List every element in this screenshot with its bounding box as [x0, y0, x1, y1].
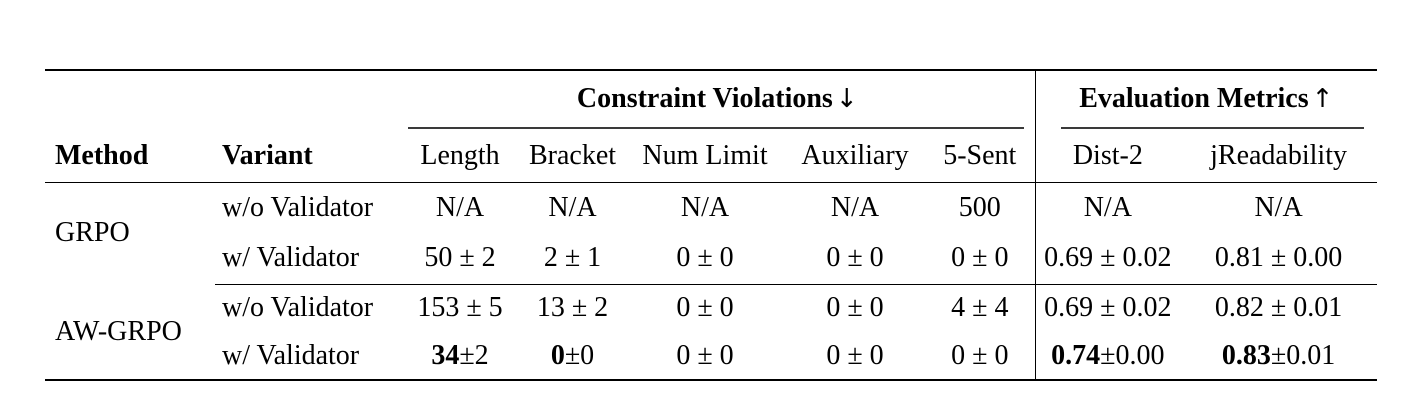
cell-value-bold: 34	[431, 339, 460, 371]
cell-value: 500	[958, 191, 1001, 223]
table-cell	[400, 233, 520, 284]
table-cell	[1180, 182, 1377, 233]
table-cell	[625, 182, 785, 233]
cell-value: N/A	[830, 191, 880, 223]
table-cell	[925, 233, 1035, 284]
cell-value: N/A	[680, 191, 730, 223]
table-cell	[400, 332, 520, 380]
cell-value: 0 ± 0	[826, 242, 884, 274]
cell-value: 0 ± 0	[676, 339, 734, 371]
cell-value: ±0.00	[1100, 339, 1165, 371]
variant-cell: w/ Validator	[215, 233, 400, 284]
cell-value-bold: 0	[550, 339, 565, 371]
cell-value: N/A	[1083, 191, 1132, 223]
table-cell	[625, 284, 785, 332]
table-cell	[625, 332, 785, 380]
constraint-violations-rule	[408, 127, 1024, 128]
column-header-method: Method	[45, 130, 215, 182]
evaluation-metrics-rule	[1061, 127, 1365, 128]
column-header-variant: Variant	[215, 130, 400, 182]
table-row-aw-grpo-wo-validator	[45, 284, 1377, 332]
table-cell	[520, 182, 625, 233]
cell-value: 0 ± 0	[676, 292, 734, 324]
table-cell	[400, 284, 520, 332]
group-header-evaluation-metrics	[1035, 70, 1377, 126]
table-cell	[520, 284, 625, 332]
table-cell	[1035, 284, 1180, 332]
table-cell	[785, 332, 925, 380]
table-cell	[785, 182, 925, 233]
column-header-5-sent: 5-Sent	[925, 130, 1035, 182]
cell-value: 0 ± 0	[826, 292, 884, 324]
constraint-violations-label: Constraint Violations	[576, 82, 833, 114]
cell-value: ±0	[564, 339, 595, 371]
column-header-jreadability: jReadability	[1180, 130, 1377, 182]
cell-value: N/A	[1254, 191, 1303, 223]
table-row-grpo-w-validator	[45, 233, 1377, 284]
cell-value: 0.81 ± 0.00	[1214, 242, 1343, 274]
variant-cell: w/o Validator	[222, 191, 374, 223]
method-cell-aw-grpo: AW-GRPO	[55, 315, 182, 347]
cell-value: ±2	[459, 339, 489, 371]
cell-value: 0 ± 0	[951, 339, 1009, 371]
table-cell	[520, 233, 625, 284]
table-row-aw-grpo-w-validator	[45, 332, 1377, 380]
table-cell	[785, 233, 925, 284]
group-header-row	[45, 70, 1377, 126]
table-cell	[785, 284, 925, 332]
cell-value: N/A	[435, 191, 485, 223]
table-cell	[1035, 332, 1180, 380]
cell-value: 0 ± 0	[826, 339, 884, 371]
table-cell	[400, 182, 520, 233]
cell-value: 50 ± 2	[424, 242, 496, 274]
table-cell	[1180, 284, 1377, 332]
evaluation-metrics-label: Evaluation Metrics	[1079, 82, 1309, 114]
cell-value-bold: 0.74	[1051, 339, 1101, 371]
table-cell	[1035, 182, 1180, 233]
variant-cell: w/ Validator	[222, 339, 360, 371]
cell-value: ±0.01	[1270, 339, 1336, 371]
table-cell	[520, 332, 625, 380]
column-header-auxiliary: Auxiliary	[785, 130, 925, 182]
table-cell	[1035, 233, 1180, 284]
cell-value: 2 ± 1	[543, 242, 602, 274]
cell-value: 4 ± 4	[951, 292, 1009, 324]
cell-value: 0.69 ± 0.02	[1044, 292, 1172, 324]
cell-value: 0 ± 0	[951, 242, 1009, 274]
column-header-row	[45, 130, 1377, 182]
cell-value: 0.69 ± 0.02	[1044, 242, 1172, 274]
column-header-bracket: Bracket	[520, 130, 625, 182]
group-header-spacer	[45, 70, 400, 126]
cell-value-bold: 0.83	[1221, 339, 1271, 371]
cell-value: 153 ± 5	[417, 292, 503, 324]
cell-value: 13 ± 2	[536, 292, 609, 324]
table-cell	[925, 332, 1035, 380]
table-cell	[1180, 233, 1377, 284]
table-cell	[925, 182, 1035, 233]
column-header-length: Length	[400, 130, 520, 182]
table-cell	[925, 284, 1035, 332]
results-table	[45, 69, 1377, 381]
table-cell	[625, 233, 785, 284]
cell-value: 0.82 ± 0.01	[1214, 292, 1343, 324]
table-row-grpo-wo-validator	[45, 182, 1377, 233]
table-cell	[1180, 332, 1377, 380]
cell-value: 0 ± 0	[676, 242, 734, 274]
results-table-container	[45, 69, 1377, 381]
column-header-num-limit: Num Limit	[625, 130, 785, 182]
up-arrow-icon: ↑	[1311, 83, 1334, 114]
cell-value: N/A	[548, 191, 597, 223]
down-arrow-icon: ↓	[835, 83, 858, 114]
variant-cell: w/o Validator	[222, 292, 374, 324]
column-header-dist-2: Dist-2	[1035, 130, 1180, 182]
method-cell-grpo: GRPO	[55, 217, 130, 249]
group-header-constraint-violations	[400, 70, 1035, 126]
